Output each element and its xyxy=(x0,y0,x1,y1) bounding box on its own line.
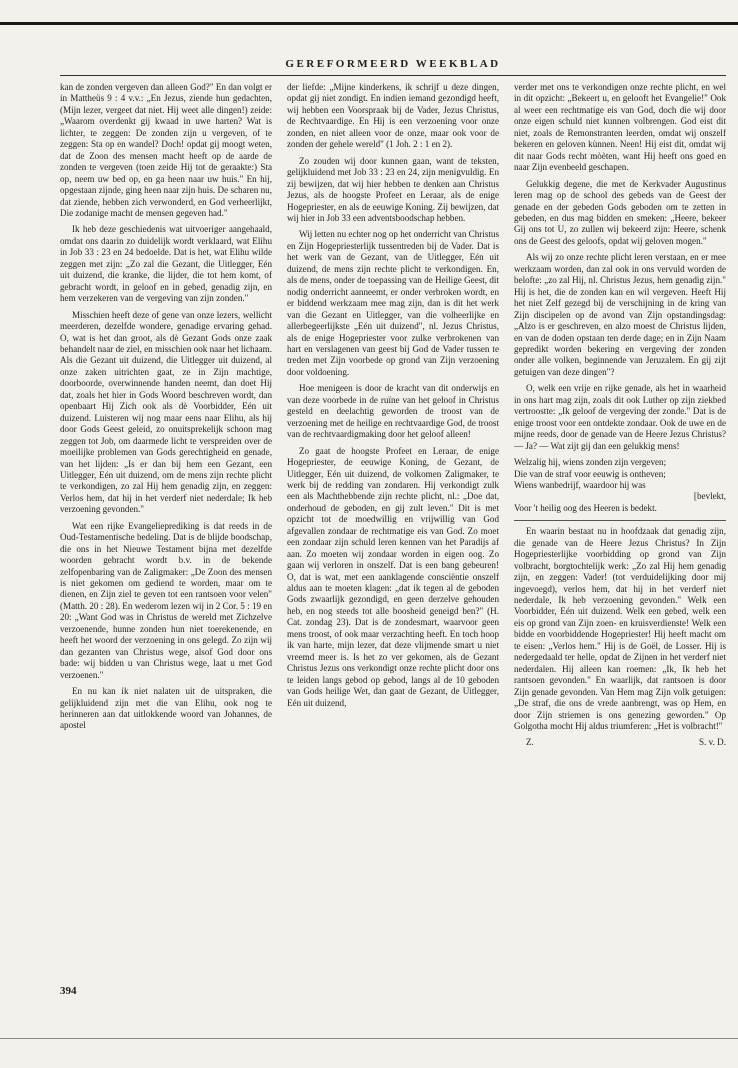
signature-line xyxy=(514,737,726,748)
author-signature: S. v. D. xyxy=(699,737,726,748)
paragraph: O, welk een vrije en rijke genade, als het in waarheid in ons hart mag zijn, zoals dit ook Luther op zijn ziekbed vertroostte: „Ik geloof de vergeving der zonde." Dat is de enige troost voor een ontdekte zondaar. Ook de uwe en de mijne reeds, door de genade van de Heere Jezus Christus? — Ja? — Wat zijt gij dan een gelukkig mens! xyxy=(514,383,726,451)
paragraph: Wij letten nu echter nog op het onderricht van Christus en Zijn Hogepriesterlijk tussentreden bij de Vader. Dat is het werk van de Gezant, van de Uitlegger, Eén uit duizend, de mens zijn rechte plicht te verkondigen. En, als de mens, onder de toepassing van de Heilige Geest, dit nodig onderricht aanneemt, er onder verbroken wordt, en er biddend werkzaam mee mag zijn, dan is dit het werk van die Gezant en Uitlegger, van die volheerlijke en allerbegeerlijkste „Eén uit duizend", nl. Jezus Christus, als de enige Hogepriester voor zulke verbrokenen van hart en verslagenen van geest bij God de Vader tussen te treden met Zijn voorbede op grond van Zijn verzoening door voldoening. xyxy=(287,229,499,377)
verse-line: Die van de straf voor eeuwig is ontheven; xyxy=(514,468,666,479)
psalm-verse xyxy=(514,457,726,514)
paragraph: Zo gaat de hoogste Profeet en Leraar, de enige Hogepriester, de eeuwige Koning, de Gezant, de Uitlegger, Eén uit duizend, de volkomen Zaligmaker, te werk bij de redding van zondaren. Hij verkondigt zulk een als Machthebbende zijn rechte plicht, nl.: „Doe dat, onderhoud de geboden, en gij zult leven." Dit is met opzicht tot de moedwillig en vrijwillig van God afgevallen zondaar de rechtmatige eis van God. Zo moet een zondaar zijn schuld leren kennen van het Paradijs af aan. Zo moeten wij zondaar worden in eigen oog. Zo gaan wij verloren in onszelf. Dat is een bang gebeuren! O, dat is wat, met een aanklagende consciëntie onszelf aldus aan te moeten klagen: „dat ik tegen al de geboden Gods zwaarlijk gezondigd, en geen derzelve gehouden heb, en nog steeds tot alle boosheid geneigd ben?" (H. Cat. zondag 23). Dat is de zondesmart, waarvoor geen mens troost, of ook maar verzachting heeft. En toch hoop ik van harte, mijn lezer, dat deze vlijmende smart u niet vreemd meer is. Is het zo ver gekomen, als de Gezant Christus Jezus ons verkondigt onze rechte plicht door ons te leiden langs gebod op gebod, langs al de 10 geboden van Gods heilige Wet, dan gaat de Gezant, de Uitlegger, Eén uit duizend, xyxy=(287,445,499,708)
paragraph: Als wij zo onze rechte plicht leren verstaan, en er mee werkzaam worden, dan zal ook in ons vervuld worden de belofte: „zo zal Hij, nl. Christus Jezus, hem genadig zijn." Hij is het, die de zonden kan en wil vergeven. Heeft Hij het niet Zelf gezegd bij de verschijning in de kring van Zijn discipelen op de avond van Zijn opstandingsdag: „Alzo is er geschreven, en alzo moest de Christus lijden, en van de doden opstaan ten derde dage; en in Zijn Naam gepredikt worden bekering en vergeving der zonden onder alle volken, beginnende van Jeruzalem. En gij zijt getuigen van deze dingen"? xyxy=(514,252,726,377)
paragraph: En waarin bestaat nu in hoofdzaak dat genadig zijn, die genade van de Heere Jezus Christus? In Zijn Hogepriesterlijke voorbidding op grond van Zijn volbracht, borgtochtelijk werk: „Zo zal Hij hem genadig zijn, en zeggen: Vader! (tot verduidelijking door mij ingevoegd), verlos hem, dat hij in het verderf niet nederdale, Ik heb verzoening gevonden." Welk een Voorbidder, Eén uit duizend. Welk een gebed, welk een eis op grond van Zijn zoen- en kruisverdienste! Welk een bidde en voorbiddende Hogepriester! Hij heeft macht om te eisen: „Verlos hem." Hij is de Goël, de Losser. Hij is nedergedaald ter helle, opdat de Zijnen in het verderf niet nederdalen. Hij alleen kan roemen: „Ik, Ik heb het rantsoen gevonden." En waarlijk, dat rantsoen is door Zijn genade gevonden. Van Hem mag Zijn volk getuigen: „De straf, die ons de vrede aanbrengt, was op Hem, en door Zijn striemen is ons genezing geworden." Op Golgotha mocht Hij aldus triumferen: „Het is volbracht!" xyxy=(514,526,726,732)
signature-left: Z. xyxy=(526,737,534,748)
verse-line: Voor 't heilig oog des Heeren is bedekt. xyxy=(514,502,657,513)
column-3 xyxy=(514,82,726,982)
bottom-border-rule xyxy=(0,1038,738,1039)
paragraph: verder met ons te verkondigen onze rechte plicht, en wel in dit opzicht: „Bekeert u, en gelooft het Evangelie!" Ook al weer een rechtmatige eis van God, doch die wij door onze eigen schuld niet kunnen volbrengen. God eist dit niet, zoals de Remonstranten leerden, omdat wij onszelf bekeren en geloven kùnnen. Neen! Hij eist dit, omdat wij dit naar Gods recht mòèten, want Hij heeft ons goed en naar Zijn evenbeeld geschapen. xyxy=(514,82,726,173)
article-body xyxy=(60,82,726,982)
verse-line: [bevlekt, xyxy=(693,491,726,502)
column-1 xyxy=(60,82,272,982)
masthead-rule xyxy=(60,75,726,76)
paragraph: Wat een rijke Evangelieprediking is dat reeds in de Oud-Testamentische bedeling. Dat is de blijde boodschap, die ons in het Nieuwe Testament bijna met dezelfde woorden gebracht wordt b.v. in de bekende zelfopenbaring van de Zaligmaker: „De Zoon des mensen is niet gekomen om gediend te worden, maar om te dienen, en Zijn ziel te geven tot een rantsoen voor velen" (Matth. 20 : 28). En wederom lezen wij in 2 Cor. 5 : 19 en 20: „Want God was in Christus de wereld met Zichzelve verzoenende, hunne zonden hun niet toerekenende, en heeft het woord der verzoening in ons gelegd. Zo zijn wij dan gezanten van Christus wege, alsof God door ons bade: wij bidden u van Christus wege, laat u met God verzoenen." xyxy=(60,520,272,680)
verse-line: Wiens wanbedrijf, waardoor hij was xyxy=(514,479,646,490)
verse-line: Welzalig hij, wiens zonden zijn vergeven; xyxy=(514,457,667,468)
top-border-rule xyxy=(0,22,738,25)
column-2 xyxy=(287,82,499,982)
paragraph: En nu kan ik niet nalaten uit de uitspraken, die gelijkluidend zijn met die van Elihu, ook nog te herinneren aan dat uitlokkende woord van Johannes, de apostel xyxy=(60,686,272,731)
paragraph: Zo zouden wij door kunnen gaan, want de teksten, gelijkluidend met Job 33 : 23 en 24, zijn menigvuldig. En zij bewijzen, dat wij hier hebben te denken aan Christus Jezus, als de hoogste Profeet en Leraar, als de enige Hogepriester, en als de eeuwige Koning. Zij bewijzen, dat wij hier in Job 33 een adventsboodschap hebben. xyxy=(287,155,499,223)
paragraph: der liefde: „Mijne kinderkens, ik schrijf u deze dingen, opdat gij niet zondigt. En indien iemand gezondigd heeft, wij hebben een Voorspraak bij de Vader, Jezus Christus, de Rechtvaardige. En Hij is een verzoening voor onze zonden, en niet alleen voor de onze, maar ook voor de zonden der gehele wereld" (1 Joh. 2 : 1 en 2). xyxy=(287,82,499,150)
paragraph: Gelukkig degene, die met de Kerkvader Augustinus leren mag op de school des gebeds van de Geest der genade en der gebeden Gods geboden om te zetten in gebeden, en dus mag bidden en smeken: „Heere, bekeer Gij ons tot U, zo zullen wij bekeerd zijn: Heere, schenk ons de Geest des geloofs, opdat wij geloven mogen." xyxy=(514,178,726,246)
paragraph: Misschien heeft deze of gene van onze lezers, wellicht meerderen, dezelfde wondere, genadige ervaring gehad. O, wat is het dan groot, als dè Gezant Gods onze zaak behandelt naar de ziel, en misschien ook naar het lichaam. Als die Gezant uit duizend, die Uitlegger uit duizend, al onze zaken uitrichten gaat, ze in Zijn machtige, doorboorde, overwinnende handen neemt, dan doet Hij dat, zoals het hier in Gods Woord beschreven wordt, dan openbaart Hij Zich ook als dè Voorbidder, Eén uit duizend. Luisteren wij nog maar eens naar Elihu, als hij door Gods Geest geleid, zo onuitsprekelijk schoon mag zeggen tot Job, om daarmede licht te verspreiden over de moeilijke problemen van Gods gerechtigheid en genade, van het lijden: „Is er dan bij hem een Gezant, een Uitlegger, Eén uit duizend, om de mens zijn rechte plicht te verkondigen, zo zal Hij hem genadig zijn, en zeggen: Verlos hem, dat hij in het verderf niet nederdale; Ik heb verzoening gevonden." xyxy=(60,309,272,515)
paragraph: kan de zonden vergeven dan alleen God?" En dan volgt er in Mattheüs 9 : 4 v.v.: „En Jezus, ziende hun gedachten, (Mijn lezer, vergeet dat niet. Hij weet alle dingen!) zeide: „Waarom overdenkt gij kwaad in uwe harten? Wat is lichter, te zeggen: De zonden zijn u vergeven, of te zeggen: Sta op en wandel? Doch! opdat gij moogt weten, dat de Zoon des mensen macht heeft op de aarde de zonden te vergeven (toen zeide Hij tot de geraakte:) Sta op, neem uw bed op, en ga heen naar uw huis." En hij, opgestaan zijnde, ging heen naar zijn huis. De scharen nu, dat ziende, hebben zich verwonderd, en God verheerlijkt, Die zodanige macht de mensen gegeven had." xyxy=(60,82,272,218)
verse-rule xyxy=(514,520,726,521)
masthead-title: GEREFORMEERD WEEKBLAD xyxy=(285,58,501,70)
paragraph: Ik heb deze geschiedenis wat uitvoeriger aangehaald, omdat ons daarin zo duidelijk wordt verklaard, wat Elihu in Job 33 : 23 en 24 bedoelde. Dat is het, wat Elihu wilde zeggen met zijn: „Zo zal die Gezant, die Uitlegger, Eén uit duizend, die kranke, die lijder, die tot hem komt, of gebracht wordt, in geloof en in gebed, genadig zijn, en hem verzekeren van de vergeving van zijn zonden." xyxy=(60,224,272,304)
page-number: 394 xyxy=(60,985,77,997)
paragraph: Hoe menigeen is door de kracht van dit onderwijs en van deze voorbede in de ruïne van het geloof in Christus gesteld en deelachtig geworden de troost van de verzoening met de heilige en rechtvaardige God, de troost van de rechtvaardigmaking door het geloof alleen! xyxy=(287,383,499,440)
